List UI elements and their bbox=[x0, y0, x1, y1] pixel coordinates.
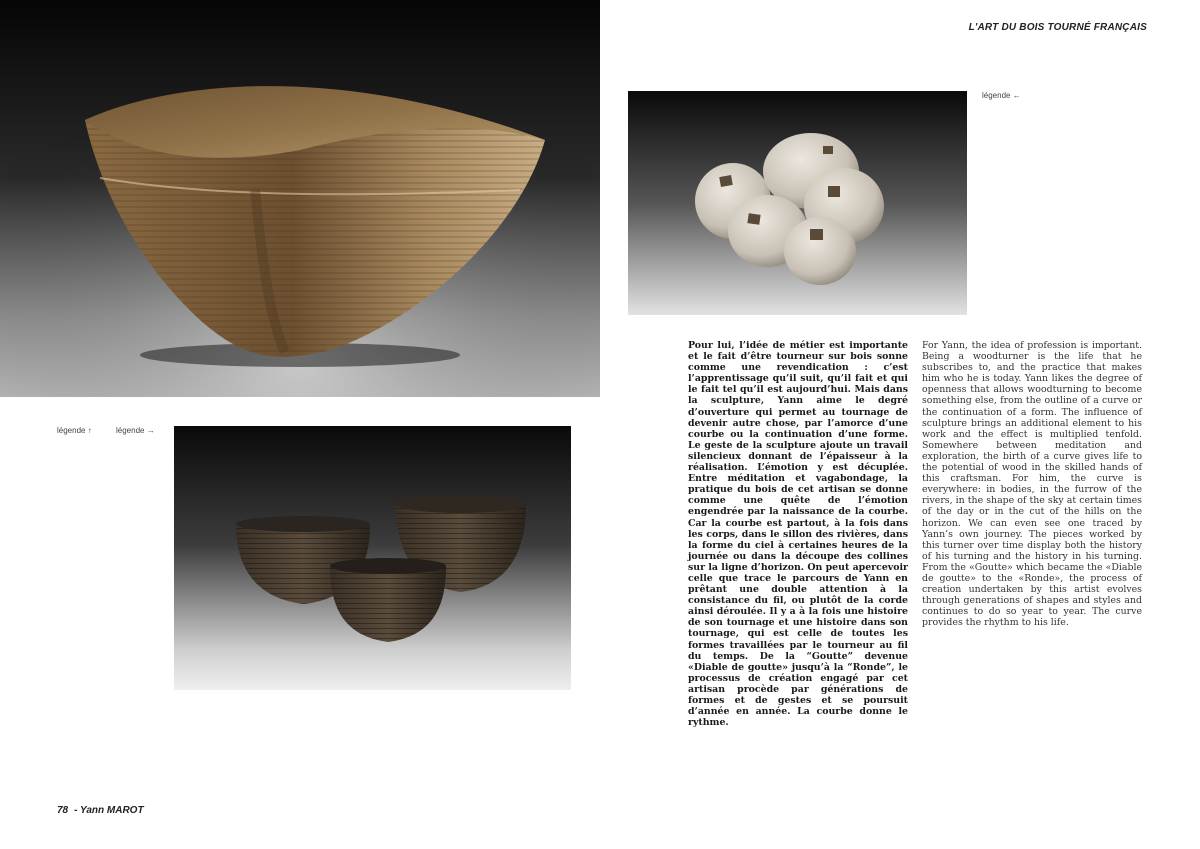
photo-three-bowls bbox=[174, 426, 571, 690]
caption-spheres: légende ← bbox=[982, 91, 1021, 100]
photo-wooden-bowl bbox=[0, 0, 600, 397]
page-number: 78 bbox=[57, 805, 69, 816]
body-text-french: Pour lui, l’idée de métier est importante et le fait d’être tourneur sur bois sonne comme une revendication : c’est l’apprentissage qu’il suit, qu’il fait et qui le fait tel qu’il est aujourd’hui. Mais dans la sculpture, Yann aime le degré d’ouverture qui permet au tournage de devenir autre chose, par l’amorce d’une courbe ou la continuation d’une forme. Le geste de la sculpture ajoute un travail silencieux donnant de l’épaisseur à la réalisation. L’émotion y est décuplée. Entre méditation et vagabondage, la pratique du bois de cet artisan se donne comme une quête de l’émotion engendrée par la naissance de la courbe. Car la courbe est partout, à la fois dans les corps, dans le sillon des rivières, dans la forme du ciel à certaines heures de la journée ou dans la découpe des collines sur la ligne d’horizon. On peut apercevoir celle que trace le parcours de Yann en prêtant une double attention à la consistance du fil, ou plutôt de la corde ainsi déroulée. Il y a à la fois une histoire de son tournage et une histoire dans son tournage, qui est celle de toutes les formes travaillées par le tourneur au fil du temps. De la “Goutte” devenue «Diable de goutte» jusqu’à la “Ronde”, le processus de création engagé par cet artisan procède par générations de formes et de gestes et se poursuit d’année en année. La courbe donne le rythme. bbox=[688, 340, 908, 729]
page-footer bbox=[57, 805, 150, 816]
caption-main-bowl: légende ↑ bbox=[57, 426, 92, 435]
body-text-english: For Yann, the idea of profession is important. Being a woodturner is the life that he subscribes to, and the practice that makes him who he is today. Yann likes the degree of openness that allows woodturning to become something else, from the outline of a curve or the continuation of a form. The influence of sculpture brings an additional element to his work and the effect is multiplied tenfold. Somewhere between meditation and exploration, the birth of a curve gives life to the potential of wood in the skilled hands of this craftsman. For him, the curve is everywhere: in bodies, in the furrow of the rivers, in the shape of the sky at certain times of the day or in the cut of the hills on the horizon. We can even see one traced by Yann’s own journey. The pieces worked by this turner over time display both the history of his turning and the history in his turning. From the «Goutte» which became the «Diable de goutte» to the «Ronde», the process of creation undertaken by this artist evolves through generations of shapes and styles and continues to do so year to year. The curve provides the rhythm to his life. bbox=[922, 340, 1142, 629]
photo-wooden-spheres bbox=[628, 91, 967, 315]
running-header: L'ART DU BOIS TOURNÉ FRANÇAIS bbox=[968, 22, 1147, 33]
footer-author: - Yann MAROT bbox=[74, 805, 144, 816]
caption-three-bowls: légende → bbox=[116, 426, 155, 435]
